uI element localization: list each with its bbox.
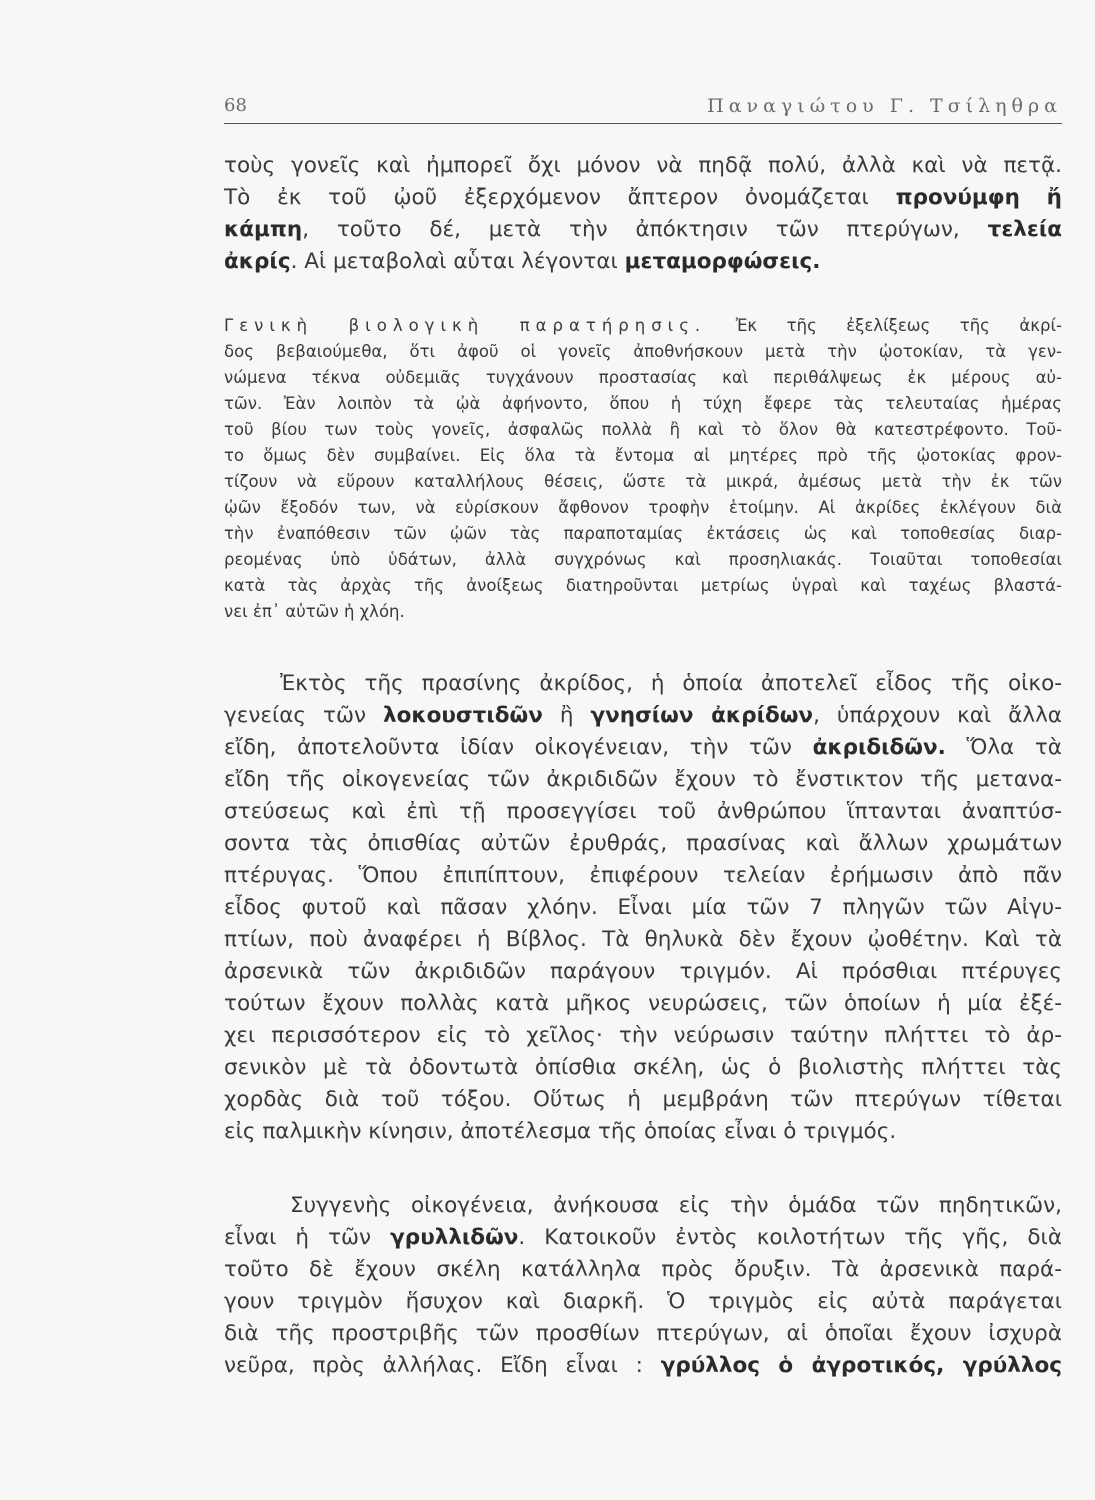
text-line: Τὸ ἐκ τοῦ ᾠοῦ ἐξερχόμενον ἄπτερον ὀνομάζεται προνύμφη ἤ: [224, 185, 1062, 210]
text-line: ᾠῶν ἔξοδόν των, νὰ εὑρίσκουν ἄφθονον τροφὴν ἑτοίμην. Αἱ ἀκρίδες ἐκλέγουν διὰ: [224, 498, 1062, 517]
text-line: το ὅμως δὲν συμβαίνει. Εἰς ὅλα τὰ ἔντομα αἱ μητέρες πρὸ τῆς ᾠοτοκίας φρον-: [224, 446, 1062, 465]
term-gryllos-agrotikos: γρύλλος ὁ ἀγροτικός, γρύλλος: [660, 1353, 1063, 1378]
text-line: χορδὰς διὰ τοῦ τόξου. Οὕτως ἡ μεμβράνη τῶν πτερύγων τίθεται: [224, 1087, 1062, 1112]
term-metamorfoseis: μεταμορφώσεις.: [624, 249, 821, 274]
term-gnision-akridon: γνησίων ἀκρίδων: [590, 703, 814, 728]
text-line: τοῦτο δὲ ἔχουν σκέλη κατάλληλα πρὸς ὄρυξιν. Τὰ ἀρσενικὰ παρά-: [224, 1257, 1062, 1282]
text-line: διὰ τῆς προστριβῆς τῶν προσθίων πτερύγων, αἱ ὁποῖαι ἔχουν ἰσχυρὰ: [224, 1321, 1062, 1346]
term-akris: ἀκρίς: [224, 249, 291, 274]
page-number: 68: [224, 95, 247, 116]
text-line: εἶναι ἡ τῶν γρυλλιδῶν. Κατοικοῦν ἐντὸς κοιλοτήτων τῆς γῆς, διὰ: [224, 1225, 1062, 1250]
paragraph-2: [224, 313, 1062, 625]
text-line: ἀκρίς. Αἱ μεταβολαὶ αὗται λέγονται μεταμορφώσεις.: [224, 249, 821, 274]
text-line: γενείας τῶν λοκουστιδῶν ἢ γνησίων ἀκρίδων, ὑπάρχουν καὶ ἄλλα: [224, 703, 1062, 728]
text-line: γουν τριγμὸν ἥσυχον καὶ διαρκῆ. Ὁ τριγμὸς εἰς αὐτὰ παράγεται: [224, 1289, 1062, 1314]
paragraph-3: [224, 668, 1062, 1148]
text-line: πτίων, ποὺ ἀναφέρει ἡ Βίβλος. Τὰ θηλυκὰ δὲν ἔχουν ᾠοθέτην. Καὶ τὰ: [224, 927, 1062, 952]
text-line: σενικὸν μὲ τὰ ὀδοντωτὰ ὀπίσθια σκέλη, ὡς ὁ βιολιστὴς πλήττει τὰς: [224, 1055, 1062, 1080]
text-line: τίζουν νὰ εὕρουν καταλλήλους θέσεις, ὥστε τὰ μικρά, ἀμέσως μετὰ τὴν ἐκ τῶν: [224, 472, 1062, 491]
term-pronymfi: προνύμφη: [895, 185, 1020, 210]
text-line: νει ἐπ᾽ αὐτῶν ἡ χλόη.: [224, 602, 405, 621]
text-line: ἀρσενικὰ τῶν ἀκριδιδῶν παράγουν τριγμόν. Αἱ πρόσθιαι πτέρυγες: [224, 959, 1062, 984]
text-line: δος βεβαιούμεθα, ὅτι ἀφοῦ οἱ γονεῖς ἀποθνήσκουν μετὰ τὴν ᾠοτοκίαν, τὰ γεν-: [224, 342, 1062, 361]
term-teleia: τελεία: [987, 217, 1063, 242]
text-line: Συγγενὴς οἰκογένεια, ἀνήκουσα εἰς τὴν ὁμάδα τῶν πηδητικῶν,: [290, 1193, 1062, 1218]
text-line: πτέρυγας. Ὅπου ἐπιπίπτουν, ἐπιφέρουν τελείαν ἐρήμωσιν ἀπὸ πᾶν: [224, 863, 1062, 888]
term-kampi: κάμπη: [224, 217, 303, 242]
term-gryllidon: γρυλλιδῶν: [390, 1225, 519, 1250]
page-header: [224, 95, 1062, 124]
paragraph-1: [224, 150, 1062, 278]
text-line: Γενικὴ βιολογικὴ παρατήρησις. Ἐκ τῆς ἐξελίξεως τῆς ἀκρί-: [224, 316, 1062, 335]
term-lokoustidon: λοκουστιδῶν: [382, 703, 543, 728]
text-line: χει περισσότερον εἰς τὸ χεῖλος· τὴν νεύρωσιν ταύτην πλήττει τὸ ἀρ-: [224, 1023, 1062, 1048]
text-line: τούτων ἔχουν πολλὰς κατὰ μῆκος νευρώσεις, τῶν ὁποίων ἡ μία ἐξέ-: [224, 991, 1062, 1016]
text-line: κάμπη, τοῦτο δέ, μετὰ τὴν ἀπόκτησιν τῶν πτερύγων, τελεία: [224, 217, 1063, 242]
text-line: νώμενα τέκνα οὐδεμιᾶς τυγχάνουν προστασίας καὶ περιθάλψεως ἐκ μέρους αὐ-: [224, 368, 1062, 387]
section-heading: Γενικὴ βιολογικὴ παρατήρησις.: [224, 316, 707, 335]
text-line: ρεομένας ὑπὸ ὑδάτων, ἀλλὰ συγχρόνως καὶ προσηλιακάς. Τοιαῦται τοποθεσίαι: [224, 550, 1062, 569]
paragraph-4: [224, 1190, 1062, 1382]
text-line: τοῦ βίου των τοὺς γονεῖς, ἀσφαλῶς πολλὰ ἢ καὶ τὸ ὅλον θὰ κατεστρέφοντο. Τοῦ-: [224, 420, 1062, 439]
text-line: εἴδη, ἀποτελοῦντα ἰδίαν οἰκογένειαν, τὴν τῶν ἀκριδιδῶν. Ὅλα τὰ: [224, 735, 1062, 760]
text-line: εἴδη τῆς οἰκογενείας τῶν ἀκριδιδῶν ἔχουν τὸ ἔνστικτον τῆς μετανα-: [224, 767, 1062, 792]
text-line: εἶδος φυτοῦ καὶ πᾶσαν χλόην. Εἶναι μία τῶν 7 πληγῶν τῶν Αἰγυ-: [224, 895, 1062, 920]
text-line: στεύσεως καὶ ἐπὶ τῇ προσεγγίσει τοῦ ἀνθρώπου ἵπτανται ἀναπτύσ-: [224, 799, 1062, 824]
text-line: τῶν. Ἐὰν λοιπὸν τὰ ᾠὰ ἀφήνοντο, ὅπου ἡ τύχη ἔφερε τὰς τελευταίας ἡμέρας: [224, 394, 1062, 413]
text-line: σοντα τὰς ὀπισθίας αὐτῶν ἐρυθράς, πρασίνας καὶ ἄλλων χρωμάτων: [224, 831, 1062, 856]
text-line: νεῦρα, πρὸς ἀλλήλας. Εἴδη εἶναι : γρύλλος ὁ ἀγροτικός, γρύλλος: [224, 1353, 1063, 1378]
text-line: κατὰ τὰς ἀρχὰς τῆς ἀνοίξεως διατηροῦνται μετρίως ὑγραὶ καὶ ταχέως βλαστά-: [224, 576, 1062, 595]
text-line: εἰς παλμικὴν κίνησιν, ἀποτέλεσμα τῆς ὁποίας εἶναι ὁ τριγμός.: [224, 1119, 897, 1144]
running-title: Παναγιώτου Γ. Τσίληθρα: [707, 95, 1062, 117]
text-line: Ἐκτὸς τῆς πρασίνης ἀκρίδος, ἡ ὁποία ἀποτελεῖ εἶδος τῆς οἰκο-: [280, 671, 1062, 696]
text-line: τοὺς γονεῖς καὶ ἠμπορεῖ ὄχι μόνον νὰ πηδᾷ πολύ, ἀλλὰ καὶ νὰ πετᾷ.: [224, 153, 1062, 178]
text-line: τὴν ἐναπόθεσιν τῶν ᾠῶν τὰς παραποταμίας ἐκτάσεις ὡς καὶ τοποθεσίας διαρ-: [224, 524, 1062, 543]
term-akrididon: ἀκριδιδῶν.: [812, 735, 946, 760]
